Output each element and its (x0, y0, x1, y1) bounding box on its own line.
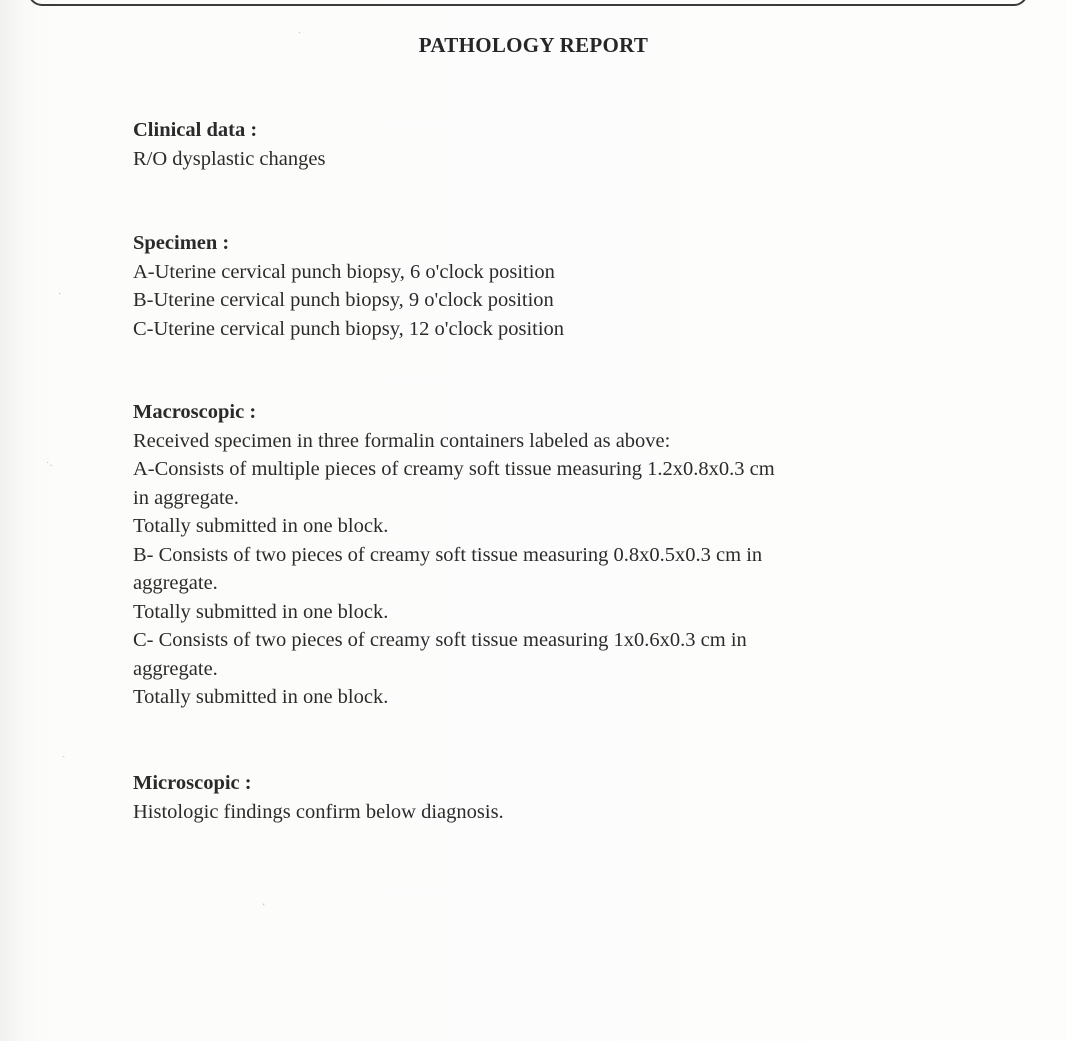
clinical-data-line: R/O dysplastic changes (133, 147, 326, 170)
microscopic-line: Histologic findings confirm below diagnosis. (133, 800, 504, 823)
macroscopic-line: Received specimen in three formalin containers labeled as above: (133, 429, 671, 452)
macroscopic-line: aggregate. (133, 657, 218, 680)
macroscopic-line: Totally submitted in one block. (133, 686, 389, 708)
scan-speck: ˻ (262, 895, 266, 906)
microscopic-heading: Microscopic : (133, 772, 252, 794)
macroscopic-heading: Macroscopic : (133, 401, 257, 423)
specimen-heading: Specimen : (133, 232, 230, 254)
microscopic-section (133, 769, 993, 826)
scan-speck: ˏ (62, 747, 66, 758)
macroscopic-line: C- Consists of two pieces of creamy soft tissue measuring 1x0.6x0.3 cm in (133, 629, 747, 651)
macroscopic-line: A-Consists of multiple pieces of creamy soft tissue measuring 1.2x0.8x0.3 cm (133, 458, 775, 480)
scan-speck: ˎ (298, 23, 302, 34)
scan-speck: ˙· (46, 461, 53, 472)
macroscopic-line: in aggregate. (133, 486, 239, 509)
scan-speck: · (58, 289, 62, 300)
macroscopic-section (133, 398, 993, 712)
specimen-section (133, 229, 993, 343)
macroscopic-line: Totally submitted in one block. (133, 600, 389, 623)
specimen-line-c: C-Uterine cervical punch biopsy, 12 o'clock position (133, 317, 565, 340)
specimen-line-a: A-Uterine cervical punch biopsy, 6 o'clock position (133, 260, 555, 283)
macroscopic-line: aggregate. (133, 572, 218, 594)
clinical-data-heading: Clinical data : (133, 119, 258, 141)
specimen-line-b: B-Uterine cervical punch biopsy, 9 o'clock position (133, 289, 554, 311)
macroscopic-line: Totally submitted in one block. (133, 515, 389, 537)
report-title: PATHOLOGY REPORT (418, 33, 649, 57)
page-top-border (28, 0, 1028, 6)
clinical-data-section (133, 116, 993, 173)
macroscopic-line: B- Consists of two pieces of creamy soft tissue measuring 0.8x0.5x0.3 cm in (133, 543, 763, 566)
